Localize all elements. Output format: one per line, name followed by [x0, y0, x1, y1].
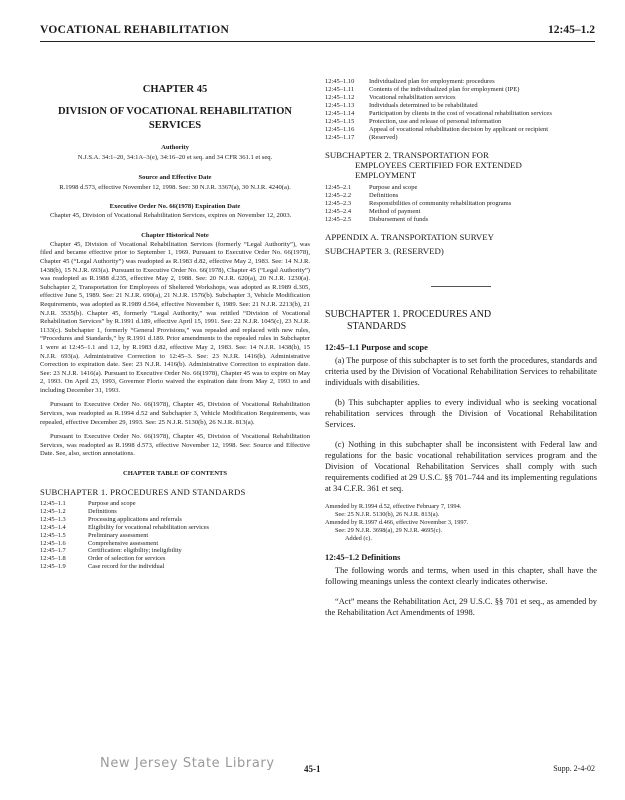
chapter-number: CHAPTER 45 — [142, 84, 208, 95]
toc-entry — [325, 118, 597, 126]
toc-entry — [325, 102, 597, 110]
toc-entry — [40, 563, 310, 571]
toc-entry-number: 12:45–1.10 — [325, 78, 355, 85]
toc-entry-number: 12:45–2.2 — [325, 192, 352, 199]
right-column — [325, 78, 597, 627]
toc-entry-number: 12:45–1.15 — [325, 118, 355, 125]
toc-entry-number: 12:45–2.1 — [325, 184, 352, 191]
section-1-1-heading: 12:45–1.1 Purpose and scope — [325, 343, 428, 352]
authority-text: N.J.S.A. 34:1–20, 34:1A–3(e), 34:16–20 et seq. and 34 CFR 361.1 et seq. — [77, 154, 273, 161]
subchapter-3-heading: SUBCHAPTER 3. (RESERVED) — [325, 246, 444, 256]
toc-entry-number: 12:45–1.2 — [40, 507, 66, 515]
toc-entry-title: Definitions — [88, 507, 117, 515]
toc-entry-number: 12:45–1.5 — [40, 531, 66, 539]
toc-entry — [325, 192, 597, 200]
toc-entry-title: Vocational rehabilitation services — [369, 94, 456, 101]
toc-heading: CHAPTER TABLE OF CONTENTS — [122, 470, 228, 478]
toc-entry — [325, 110, 597, 118]
toc-entry-title: Order of selection for services — [88, 555, 166, 563]
toc-entry-number: 12:45–2.3 — [325, 200, 352, 207]
toc-entry-title: Individualized plan for employment: procedures — [369, 78, 495, 85]
amendment-notes: Amended by R.1994 d.52, effective February 7, 1994. See: 25 N.J.R. 5130(b), 26 N.J.R. 813(a). Amended by R.1997 d.466, effective November 3, 1997. See: 29 N.J.R. 3698(a), 29 N.J.R. 4695(c). Added (c). — [325, 503, 469, 542]
toc-entry — [40, 524, 310, 532]
supplement-date: Supp. 2-4-02 — [553, 764, 595, 773]
library-stamp: New Jersey State Library — [100, 756, 275, 771]
toc-list-continued — [325, 78, 597, 142]
toc-entry — [40, 555, 310, 563]
toc-entry-number: 12:45–1.13 — [325, 102, 355, 109]
toc-entry-number: 12:45–1.17 — [325, 134, 355, 141]
toc-entry-title: Purpose and scope — [88, 500, 136, 508]
toc-entry — [40, 508, 310, 516]
toc-entry-number: 12:45–1.3 — [40, 515, 66, 523]
toc-entry-number: 12:45–2.5 — [325, 216, 352, 223]
definition-act: “Act” means the Rehabilitation Act, 29 U.S.C. §§ 701 et seq., as amended by the Rehabilitation Act Amendments of 1998. — [325, 597, 597, 617]
running-header-left: VOCATIONAL REHABILITATION — [40, 24, 230, 36]
toc-entry — [325, 94, 597, 102]
paragraph-c: (c) Nothing in this subchapter shall be inconsistent with Federal law and regulations for the basic vocational rehabilitation services program and the Division of Vocational Rehabilitation Services shall comply with such requirements codified at 29 U.S.C. §§ 701–744 and its implementing regulations at 34 C.F.R. 361 et seq. — [325, 440, 597, 493]
toc-entry-number: 12:45–1.1 — [40, 500, 66, 508]
paragraph-a: (a) The purpose of this subchapter is to set forth the procedures, standards and criteria used by the Division of Vocational Rehabilitation Services to rehabilitate individuals with disabilities. — [325, 356, 597, 387]
toc-entry-number: 12:45–2.4 — [325, 208, 352, 215]
running-header-right: 12:45–1.2 — [548, 24, 595, 36]
section-1-2-body — [325, 565, 597, 618]
paragraph-b: (b) This subchapter applies to every individual who is seeking vocational rehabilitation services through the Division of Vocational Rehabilitation Services. — [325, 398, 597, 429]
toc-entry — [40, 547, 310, 555]
historical-note — [40, 241, 310, 459]
source-heading: Source and Effective Date — [138, 173, 212, 181]
toc-entry — [325, 134, 597, 142]
toc-entry-number: 12:45–1.11 — [325, 86, 355, 93]
source-text: R.1998 d.573, effective November 12, 1998. See: 30 N.J.R. 3367(a), 30 N.J.R. 4240(a). — [59, 183, 291, 191]
exec-order-text: Chapter 45, Division of Vocational Rehabilitation Services, expires on November 12, 2003. — [50, 212, 292, 220]
toc-entry-title: Processing applications and referrals — [88, 515, 182, 523]
toc-list-subchapter-2 — [325, 184, 597, 224]
toc-entry-number: 12:45–1.14 — [325, 110, 355, 117]
toc-entry — [325, 86, 597, 94]
section-1-1-body — [325, 355, 597, 494]
toc-entry-title: Certification: eligibility; ineligibility — [88, 547, 182, 555]
page-number: 45-1 — [304, 764, 321, 774]
toc-entry-title: Individuals determined to be rehabilitated — [369, 102, 478, 109]
toc-entry-number: 12:45–1.6 — [40, 539, 66, 547]
toc-entry-title: Method of payment — [369, 208, 421, 215]
toc-entry-title: Protection, use and release of personal information — [369, 118, 502, 125]
toc-entry-number: 12:45–1.9 — [40, 563, 66, 571]
toc-entry-title: Appeal of vocational rehabilitation decision by applicant or recipient — [369, 126, 549, 133]
historical-note-p3: Pursuant to Executive Order No. 66(1978), Chapter 45, Division of Vocational Rehabilitation Services, was readopted as R.1998 d.573, effective November 12, 1998. See: Source and Effective Date. See, also, section annotations. — [40, 433, 310, 458]
historical-note-p1: Chapter 45, Division of Vocational Rehabilitation Services (formerly “Legal Authority”), was filed and became effective prior to September 1, 1969. Pursuant to Executive Order No. 66(1978), Chapter 45 (“Legal Authority”) was readopted as R.1983 d.82, effective May 2, 1983. See: 14 N.J.R. 1438(b), 15 N.J.R. 693(a). Pursuant to Executive Order No. 66(1978), Chapter 45 (“Legal Authority”) was readopted as R.1988 d.235, effective May 2, 1988. See: 20 N.J.R. 620(a), 20 N.J.R. 1230(a). Subchapter 2, Transportation for Employees of Sheltered Workshops, was adopted as R.1989 d.305, effective June 5, 1989. See: 21 N.J.R. 690(a), 21 N.J.R. 1576(b). Subchapter 3, Vehicle Modification Requirements, was adopted as R.1989 d.564, effective November 6, 1989. See: 21 N.J.R. 2213(b), 21 N.J.R. 3535(b). Chapter 45, formerly “Legal Authority,” was retitled “Division of Vocational Rehabilitation Services” by R.1991 d.189, effective April 15, 1991. See: 22 N.J.R. 1045(c), 23 N.J.R. 1133(c). Subchapter 1, formerly “General Provisions,” was repealed and replaced with new rules, “Procedures and Standards,” by R.1991 d.189. Prior amendments to the repealed rules in Subchapter 1 were at 12:45–1.1 and 1.2, by R.1983 d.82, effective May 2, 1983. See: 14 N.J.R. 1438(b), 15 N.J.R. 693(a). Administrative Correction to 12:45–3. See: 23 N.J.R. 1416(b). Administrative Correction to expiration date. See: 23 N.J.R. 1416(b). Administrative Correction to expiration date. See: 23 N.J.R. 1416(a). Pursuant to Executive Order No. 66(1978), Chapter 45 was to expire on May 2, 1993. On April 23, 1993, Governor Florio waived the expiration date from May 2, 1993 to and including December 31, 1993. — [40, 240, 310, 394]
toc-entry-title: Preliminary assessment — [88, 531, 149, 539]
toc-entry-title: Contents of the individualized plan for employment (IPE) — [369, 86, 520, 93]
toc-subchapter-2-heading: SUBCHAPTER 2. TRANSPORTATION FOR EMPLOYEES CERTIFIED FOR EXTENDED EMPLOYMENT — [325, 150, 522, 180]
toc-entry-title: Comprehensive assessment — [88, 539, 159, 547]
section-1-2-heading: 12:45–1.2 Definitions — [325, 553, 401, 562]
toc-entry — [325, 216, 597, 224]
historical-note-p2: Pursuant to Executive Order No. 66(1978), Chapter 45, Division of Vocational Rehabilitation Services, was readopted as R.1994 d.52 and Subchapter 3, Vehicle Modification Requirements, was repealed, effective December 29, 1993. See: 25 N.J.R. 5130(b), 26 N.J.R. 813(a). — [40, 401, 310, 426]
toc-entry-title: Eligibility for vocational rehabilitation services — [88, 523, 210, 531]
toc-entry-title: Disbursement of funds — [369, 216, 429, 223]
toc-entry — [325, 208, 597, 216]
chapter-title: DIVISION OF VOCATIONAL REHABILITATION SERVICES — [57, 106, 293, 131]
toc-entry-title: Purpose and scope — [369, 184, 418, 191]
toc-entry-number: 12:45–1.7 — [40, 547, 66, 555]
toc-entry-number: 12:45–1.4 — [40, 523, 66, 531]
toc-entry-title: Case record for the individual — [88, 563, 165, 571]
authority-heading: Authority — [161, 144, 189, 151]
toc-entry — [40, 532, 310, 540]
toc-entry — [325, 126, 597, 134]
subchapter-1-heading: SUBCHAPTER 1. PROCEDURES AND STANDARDS — [325, 309, 492, 332]
appendix-heading: APPENDIX A. TRANSPORTATION SURVEY — [325, 232, 494, 242]
toc-entry — [40, 516, 310, 524]
toc-list — [40, 500, 310, 571]
toc-entry — [325, 184, 597, 192]
toc-entry-title: Definitions — [369, 192, 399, 199]
toc-entry-number: 12:45–1.8 — [40, 555, 66, 563]
toc-entry-number: 12:45–1.16 — [325, 126, 355, 133]
toc-entry-title: (Reserved) — [369, 134, 398, 141]
left-column — [40, 80, 310, 571]
definitions-intro: The following words and terms, when used in this chapter, shall have the following meanings unless the context clearly indicates otherwise. — [325, 566, 597, 586]
toc-entry-number: 12:45–1.12 — [325, 94, 355, 101]
toc-entry — [40, 500, 310, 508]
toc-entry-title: Participation by clients in the cost of vocational rehabilitation services — [369, 110, 552, 117]
exec-order-heading: Executive Order No. 66(1978) Expiration Date — [109, 203, 241, 211]
toc-subchapter-1-heading: SUBCHAPTER 1. PROCEDURES AND STANDARDS — [40, 487, 246, 498]
toc-entry — [325, 200, 597, 208]
toc-entry-title: Responsibilities of community rehabilitation programs — [369, 200, 512, 207]
section-divider — [431, 286, 491, 287]
historical-note-heading: Chapter Historical Note — [141, 231, 209, 239]
toc-entry — [325, 78, 597, 86]
header-rule — [40, 41, 595, 42]
toc-entry — [40, 540, 310, 548]
